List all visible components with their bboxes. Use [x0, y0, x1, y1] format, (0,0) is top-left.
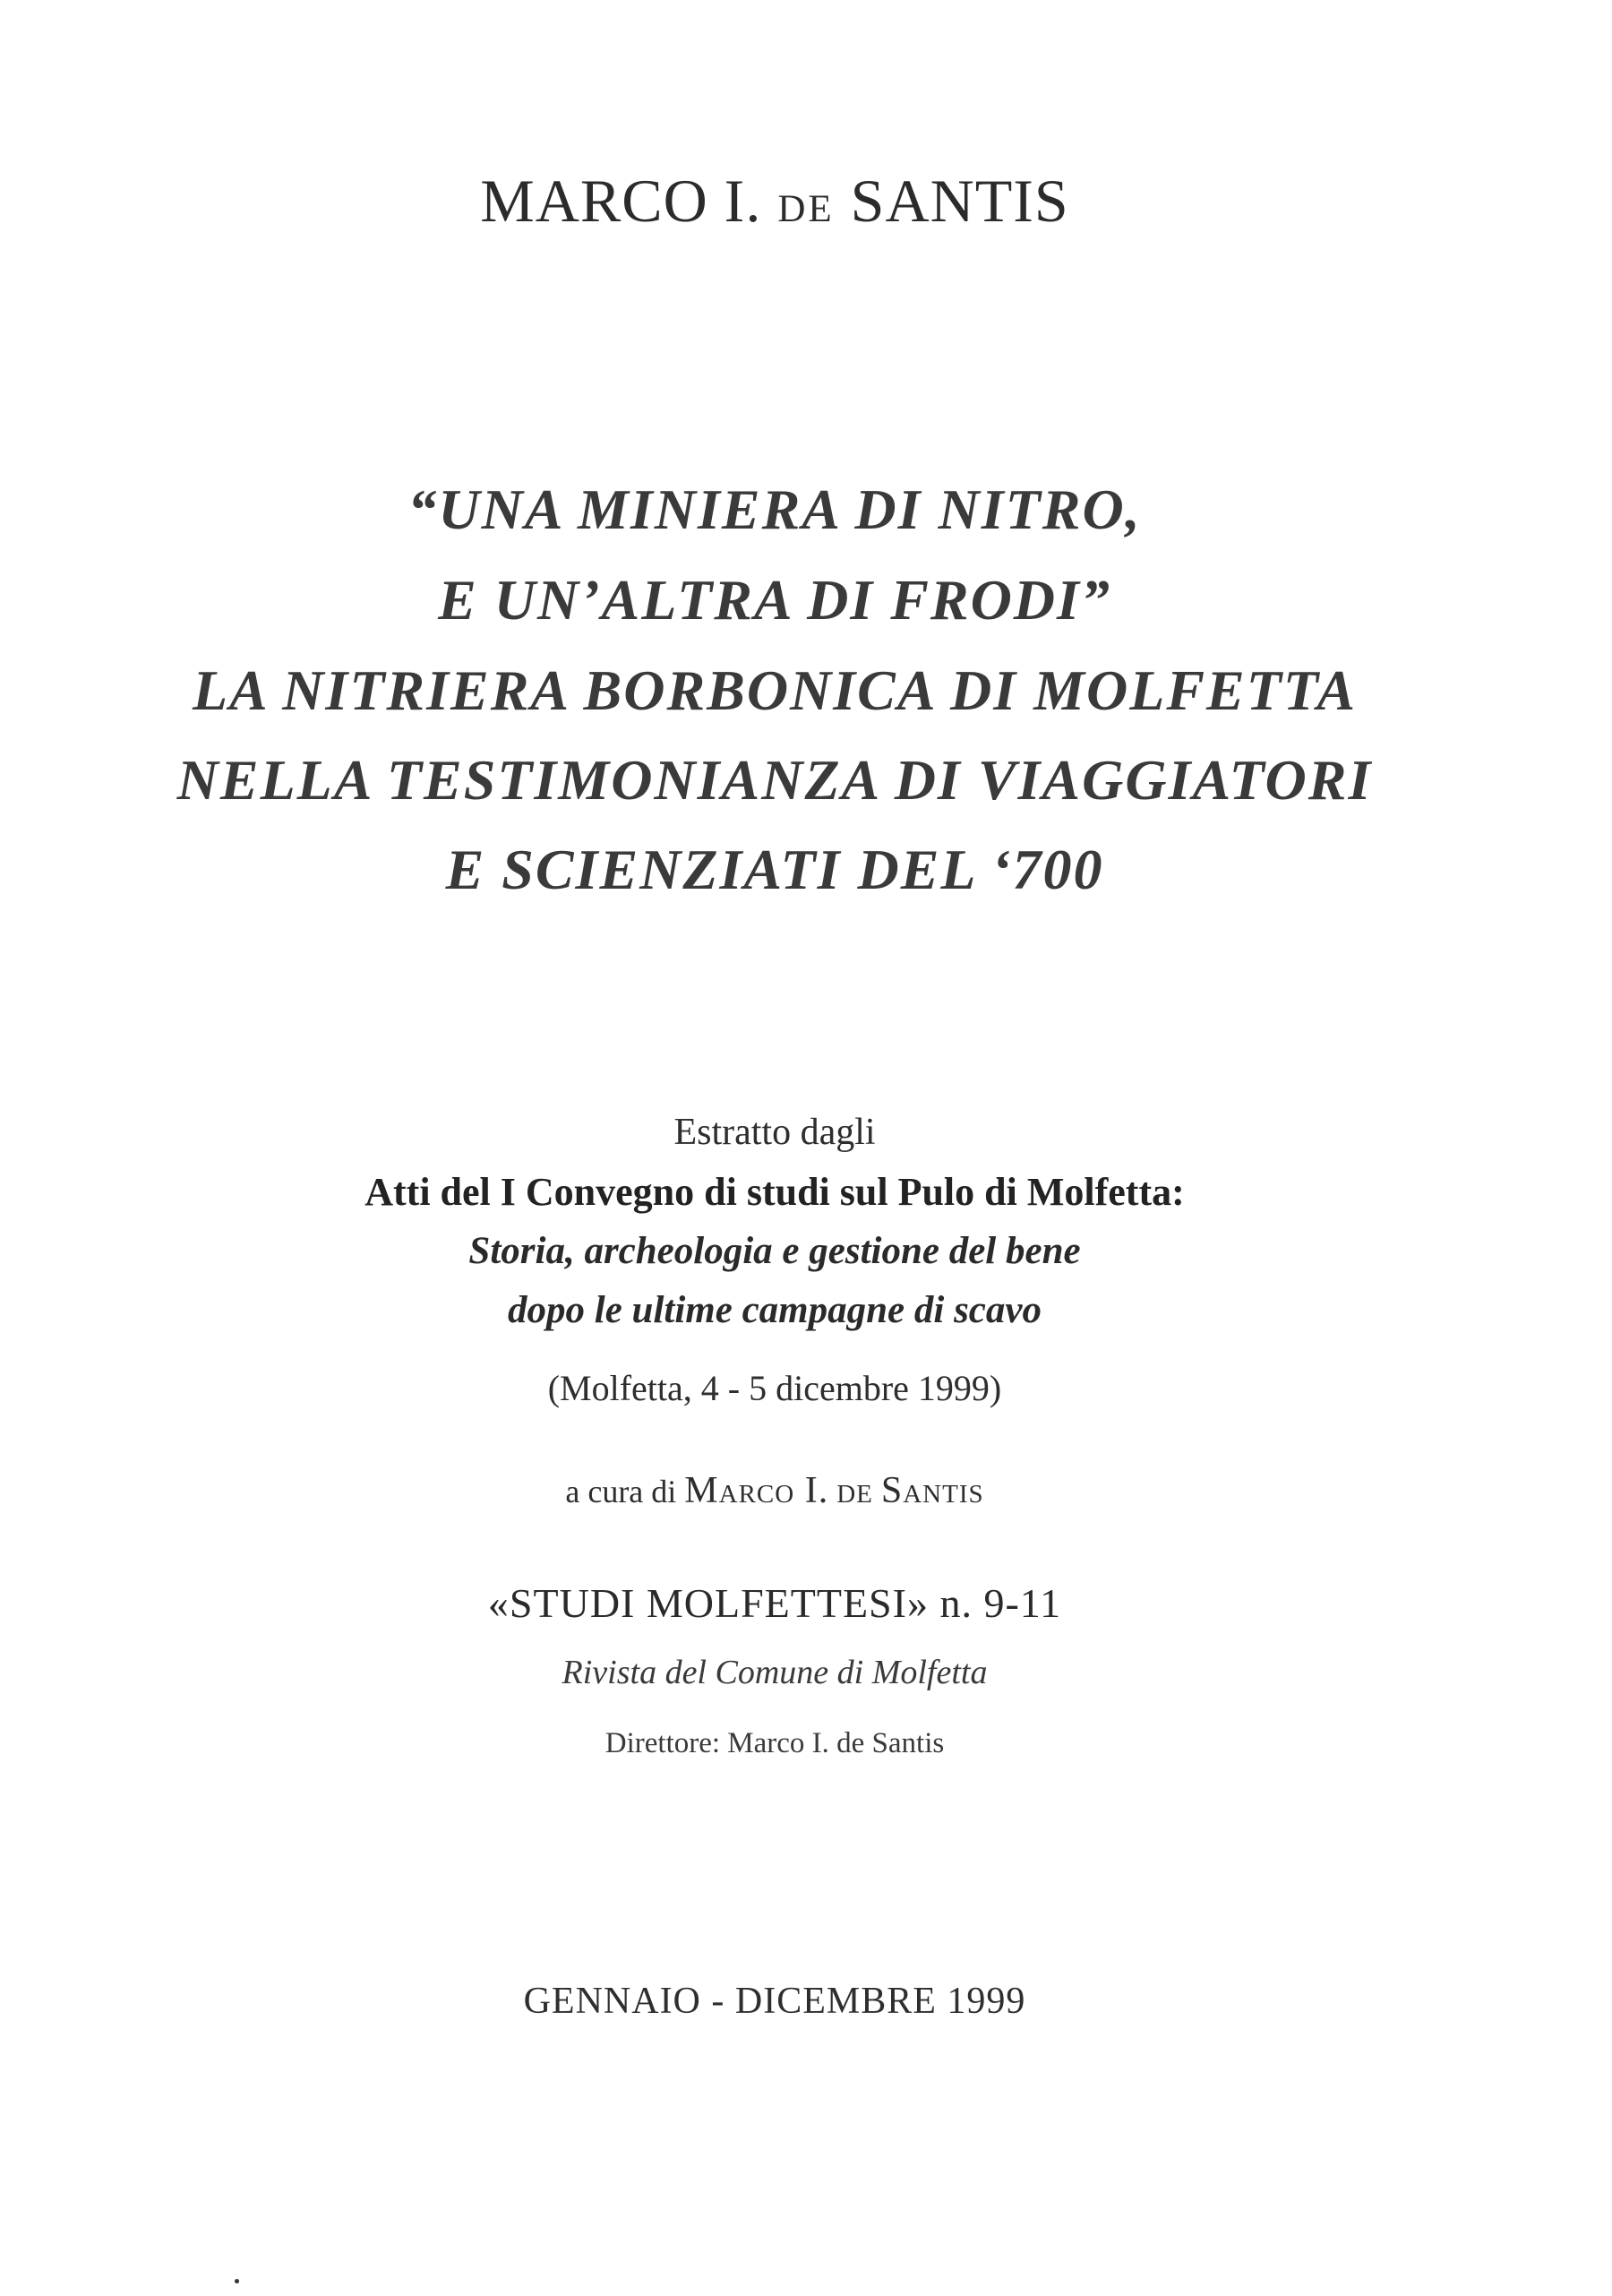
- extract-intro: Estratto dagli: [673, 1112, 876, 1153]
- title-line-5: E SCIENZIATI DEL ‘700: [445, 838, 1104, 901]
- author-surname: SANTIS: [850, 167, 1069, 235]
- journal-subtitle: Rivista del Comune di Molfetta: [562, 1654, 988, 1691]
- title-line-3: LA NITRIERA BORBONICA DI MOLFETTA: [192, 658, 1358, 722]
- editor-first-names: Marco I.: [684, 1470, 829, 1511]
- author-name: [0, 166, 1549, 236]
- editor-surname: Santis: [880, 1470, 984, 1511]
- scan-speck: [235, 2279, 239, 2283]
- issue-period: GENNAIO - DICEMBRE 1999: [523, 1981, 1026, 2022]
- editor-prefix: a cura di: [565, 1474, 677, 1509]
- title-line-4: NELLA TESTIMONIANZA DI VIAGGIATORI: [176, 748, 1373, 812]
- journal-name: «STUDI MOLFETTESI» n. 9-11: [487, 1580, 1062, 1626]
- title-line-1: “UNA MINIERA DI NITRO,: [407, 477, 1142, 541]
- proceedings-subtitle-line-1: Storia, archeologia e gestione del bene: [468, 1230, 1081, 1272]
- editor-line: [0, 1469, 1549, 1512]
- proceedings-title: Atti del I Convegno di studi sul Pulo di Molfetta:: [364, 1170, 1185, 1214]
- proceedings-subtitle-line-2: dopo le ultime campagne di scavo: [508, 1289, 1042, 1331]
- journal-director: Direttore: Marco I. de Santis: [604, 1727, 945, 1759]
- author-particle: de: [777, 173, 835, 234]
- title-line-2: E UN’ALTRA DI FRODI”: [438, 568, 1111, 632]
- event-place-date: (Molfetta, 4 - 5 dicembre 1999): [547, 1368, 1002, 1408]
- editor-particle: de: [836, 1470, 873, 1511]
- author-first-names: MARCO I.: [480, 167, 762, 235]
